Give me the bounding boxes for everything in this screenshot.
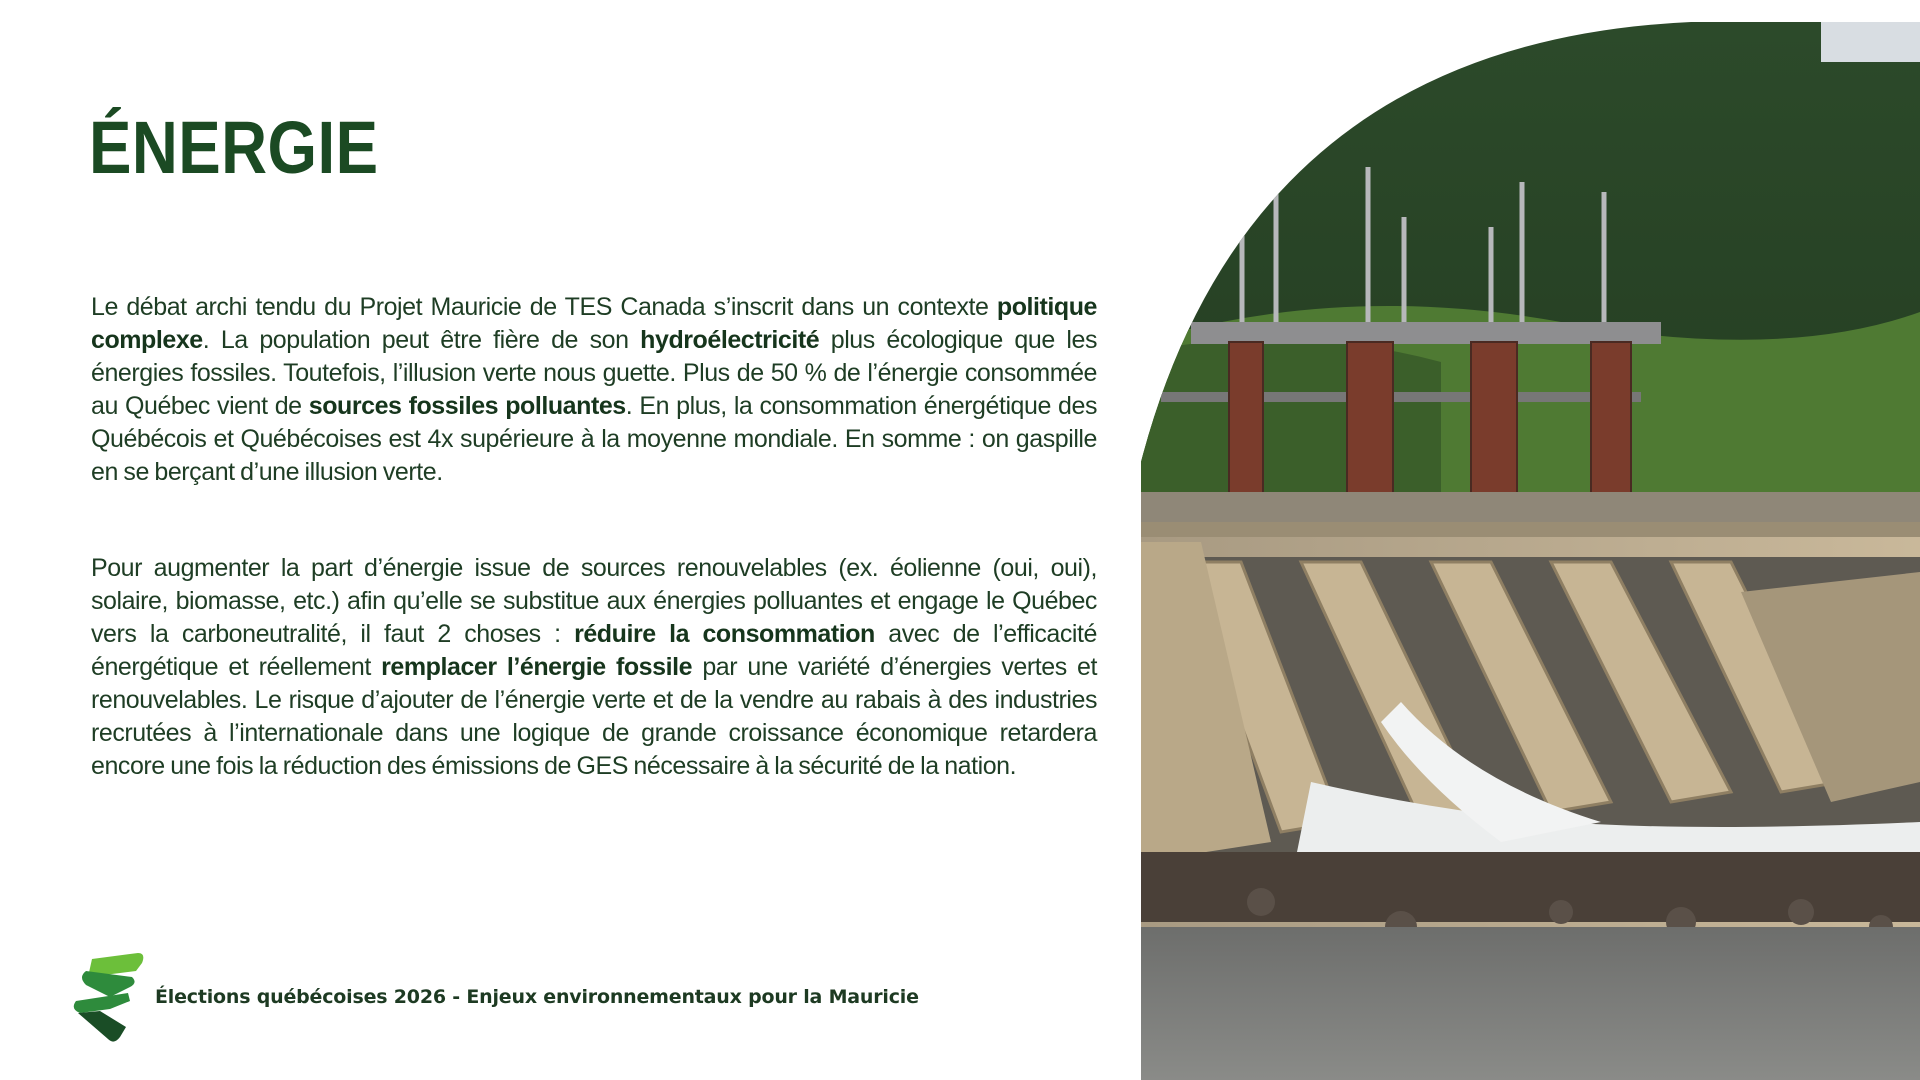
text-span: plus écologique que les énergies fossiles. Toutefois, l’illusion verte nous guette. Plus de 50 % de l’énergie consommée au Québec vient de bbox=[91, 326, 1098, 420]
text-span: . En plus, la consommation énergétique des Québécois et Québécoises est 4x supérieure à la moyenne mondiale. En somme : on gaspille en se berçant d’une illusion verte. bbox=[91, 392, 1097, 486]
green-ribbon-f-logo-icon bbox=[70, 951, 146, 1045]
hydro-dam-spillway-photo-icon bbox=[1141, 22, 1920, 1080]
paragraph-context bbox=[91, 291, 1097, 489]
emphasis-text: hydroélectricité bbox=[640, 326, 820, 354]
emphasis-text: remplacer l’énergie fossile bbox=[381, 653, 693, 681]
emphasis-text: sources fossiles polluantes bbox=[308, 392, 626, 420]
footer-caption: Élections québécoises 2026 - Enjeux environnementaux pour la Mauricie bbox=[155, 986, 919, 1008]
page-title: ÉNERGIE bbox=[89, 106, 379, 189]
emphasis-text: réduire la consommation bbox=[574, 620, 875, 648]
text-span: avec de l’efficacité énergétique et réellement bbox=[91, 620, 1097, 681]
paragraph-solutions bbox=[91, 552, 1097, 783]
text-span: Le débat archi tendu du Projet Mauricie de TES Canada s’inscrit dans un contexte bbox=[91, 293, 997, 321]
text-span: . La population peut être fière de son bbox=[202, 326, 641, 354]
text-span: par une variété d’énergies vertes et renouvelables. Le risque d’ajouter de l’énergie verte et de la vendre au rabais à des industries recrutées à l’internationale dans une logique de grande croissance économique retardera encore une fois la réduction des émissions de GES nécessaire à la sécurité de la nation. bbox=[91, 653, 1097, 780]
text-span: Pour augmenter la part d’énergie issue de sources renouvelables (ex. éolienne (oui, oui), solaire, biomasse, etc.) afin qu’elle se substitue aux énergies polluantes et engage le Québec vers la carboneutralité, il faut 2 choses : bbox=[91, 554, 1097, 648]
emphasis-text: politique complexe bbox=[91, 293, 1097, 354]
